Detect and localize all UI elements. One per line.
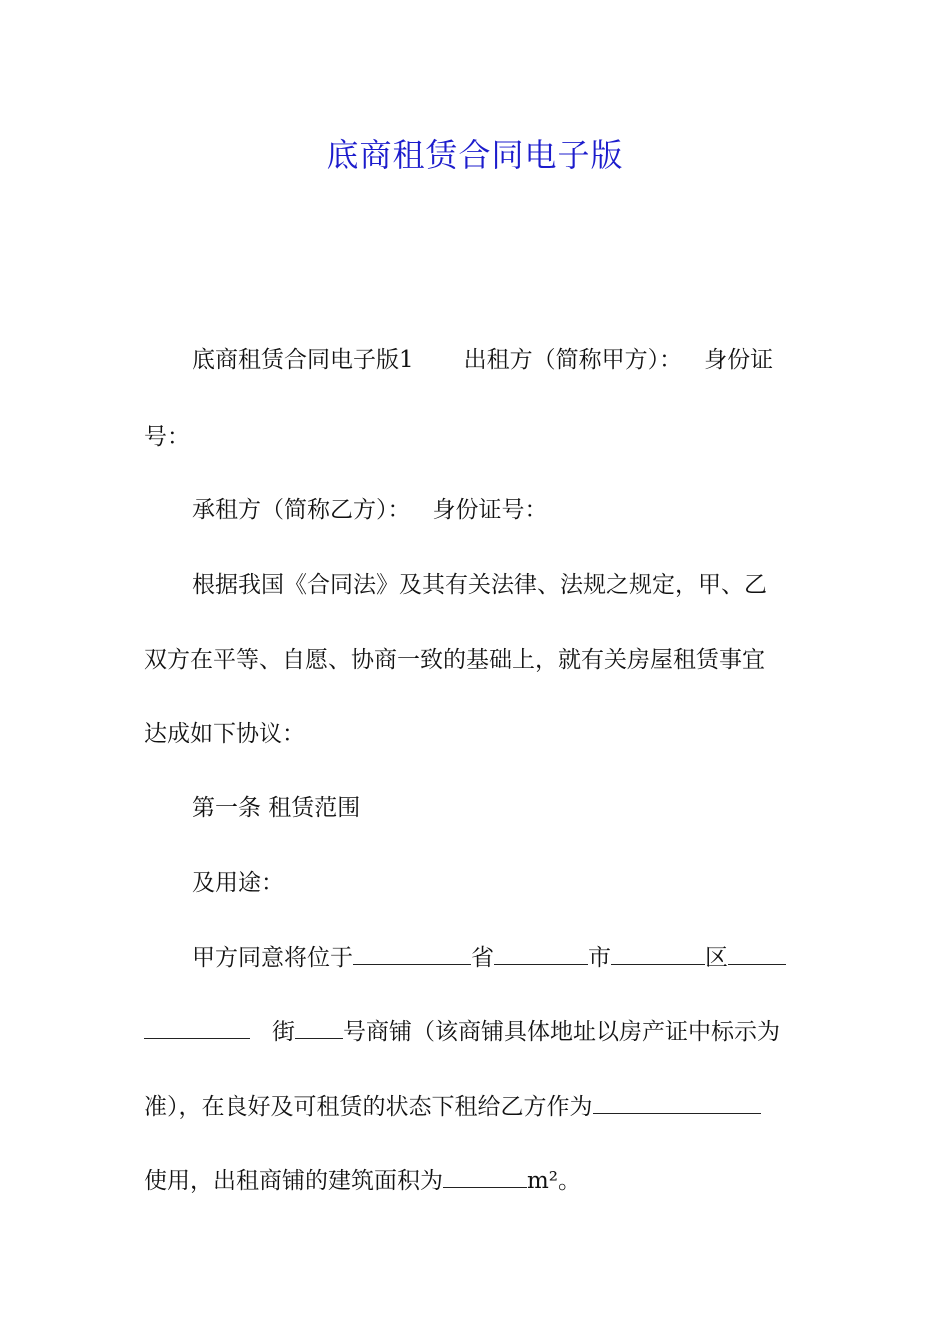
lessee-label: 承租方（简称乙方）： [192,497,411,523]
id-label-cont: 号： [144,424,190,450]
article-heading: 第一条 租赁范围 [192,795,361,821]
text-run: 准），在良好及可租赁的状态下租给乙方作为 [144,1094,593,1120]
text-run: 区 [705,945,728,971]
fill-blank [728,944,786,965]
paragraph-line [144,1017,814,1047]
text-run: 甲方同意将位于 [192,945,353,971]
paragraph-line [144,1166,814,1196]
id-label: 身份证号： [432,497,548,523]
fill-blank [593,1093,761,1114]
paragraph-line [144,422,814,452]
paragraph-line: 及用途： [192,870,284,896]
text-run: 省 [471,945,494,971]
fill-blank [611,944,705,965]
intro-title-text: 底商租赁合同电子版1 [192,347,414,373]
text-run: 市 [588,945,611,971]
fill-blank [295,1018,343,1039]
fill-blank [353,944,471,965]
fill-blank [494,944,588,965]
fill-blank [144,1018,250,1039]
paragraph-line [192,345,862,375]
lessor-label: 出租方（简称甲方）： [463,347,683,373]
paragraph-line [192,495,862,525]
paragraph-line [192,943,862,973]
text-run: m²。 [527,1168,582,1194]
id-label: 身份证 [704,347,774,373]
paragraph-line: 根据我国《合同法》及其有关法律、法规之规定，甲、乙 [192,572,767,598]
text-run: 号商铺（该商铺具体地址以房产证中标示为 [343,1019,780,1045]
text-run: 街 [272,1019,295,1045]
paragraph-line: 双方在平等、自愿、协商一致的基础上，就有关房屋租赁事宜 [144,647,765,673]
paragraph-line: 达成如下协议： [144,721,305,747]
text-run: 使用，出租商铺的建筑面积为 [144,1168,443,1194]
paragraph-line [144,1092,814,1122]
fill-blank [443,1167,527,1188]
document-title: 底商租赁合同电子版 [326,136,624,174]
